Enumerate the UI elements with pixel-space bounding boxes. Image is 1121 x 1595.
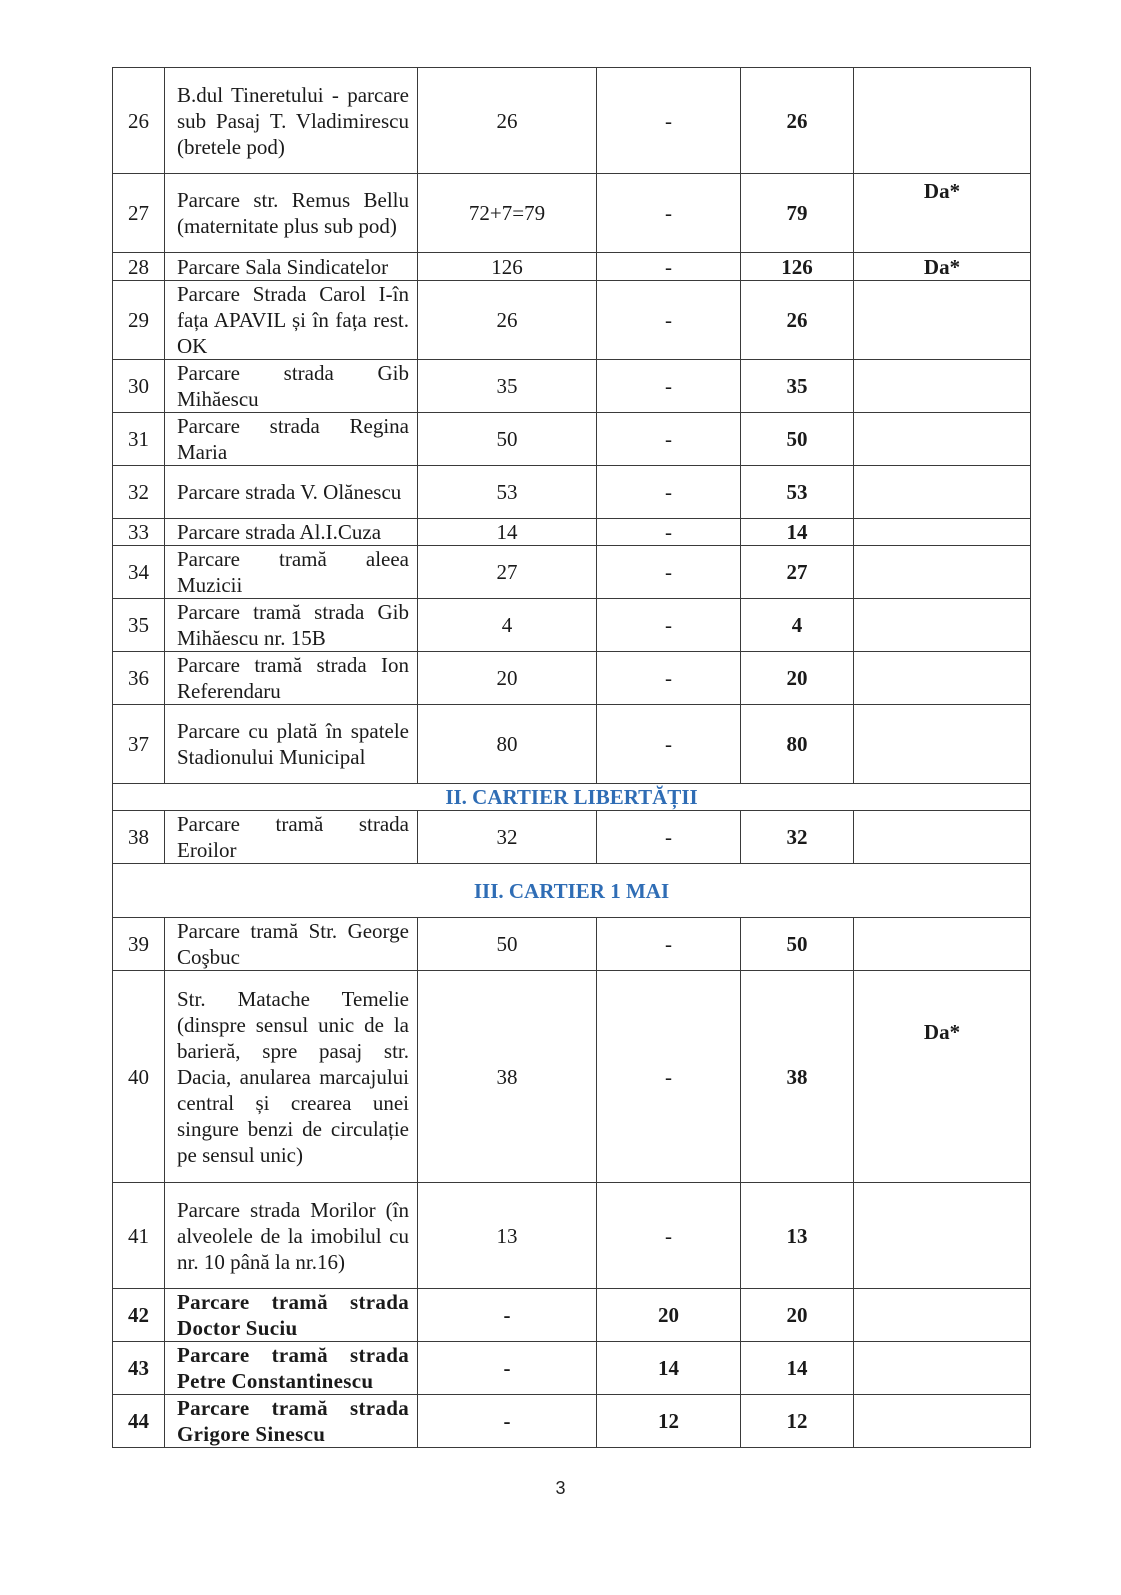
spaces-existing: -: [418, 1289, 597, 1342]
table-row: [113, 599, 1031, 652]
spaces-existing: 35: [418, 360, 597, 413]
location-name: Str. Matache Temelie (dinspre sensul unic de la barieră, spre pasaj str. Dacia, anularea marcajului central și crearea unei singure benzi de circulație pe sensul unic): [165, 971, 418, 1183]
observation: [854, 1395, 1031, 1448]
spaces-existing: 38: [418, 971, 597, 1183]
spaces-total: 27: [741, 546, 854, 599]
observation: [854, 918, 1031, 971]
location-name: Parcare strada Regina Maria: [165, 413, 418, 466]
location-name: Parcare strada Morilor (în alveolele de la imobilul cu nr. 10 până la nr.16): [165, 1183, 418, 1289]
location-name: Parcare Strada Carol I-în fața APAVIL și în fața rest. OK: [165, 281, 418, 360]
spaces-total: 26: [741, 281, 854, 360]
location-name: B.dul Tineretului - parcare sub Pasaj T. Vladimirescu (bretele pod): [165, 68, 418, 174]
row-number: 38: [113, 811, 165, 864]
section-row: [113, 864, 1031, 918]
location-name: Parcare tramă strada Grigore Sinescu: [165, 1395, 418, 1448]
observation: [854, 1183, 1031, 1289]
spaces-total: 38: [741, 971, 854, 1183]
observation: [854, 652, 1031, 705]
observation: Da*: [854, 253, 1031, 281]
spaces-new: -: [597, 68, 741, 174]
observation: [854, 360, 1031, 413]
page-number: 3: [555, 1478, 566, 1498]
observation: [854, 705, 1031, 784]
spaces-new: -: [597, 918, 741, 971]
location-name: Parcare strada V. Olănescu: [165, 466, 418, 519]
section-heading-cartier-1-mai: III. CARTIER 1 MAI: [113, 864, 1031, 918]
spaces-existing: 26: [418, 68, 597, 174]
spaces-total: 126: [741, 253, 854, 281]
spaces-total: 79: [741, 174, 854, 253]
table-row: [113, 971, 1031, 1183]
row-number: 44: [113, 1395, 165, 1448]
spaces-new: -: [597, 360, 741, 413]
location-name: Parcare tramă strada Ion Referendaru: [165, 652, 418, 705]
spaces-existing: 27: [418, 546, 597, 599]
row-number: 40: [113, 971, 165, 1183]
spaces-total: 32: [741, 811, 854, 864]
spaces-new: -: [597, 1183, 741, 1289]
spaces-total: 35: [741, 360, 854, 413]
location-name: Parcare tramă strada Petre Constantinescu: [165, 1342, 418, 1395]
spaces-total: 20: [741, 1289, 854, 1342]
spaces-new: 14: [597, 1342, 741, 1395]
row-number: 39: [113, 918, 165, 971]
row-number: 27: [113, 174, 165, 253]
spaces-total: 12: [741, 1395, 854, 1448]
table-row: [113, 1183, 1031, 1289]
row-number: 42: [113, 1289, 165, 1342]
table-row: [113, 918, 1031, 971]
row-number: 30: [113, 360, 165, 413]
row-number: 35: [113, 599, 165, 652]
observation: Da*: [854, 174, 1031, 253]
table-row: [113, 466, 1031, 519]
spaces-new: 20: [597, 1289, 741, 1342]
spaces-new: -: [597, 599, 741, 652]
spaces-existing: 126: [418, 253, 597, 281]
spaces-existing: 50: [418, 918, 597, 971]
observation: [854, 466, 1031, 519]
spaces-total: 50: [741, 413, 854, 466]
location-name: Parcare cu plată în spatele Stadionului Municipal: [165, 705, 418, 784]
location-name: Parcare tramă Str. George Coşbuc: [165, 918, 418, 971]
spaces-new: -: [597, 546, 741, 599]
row-number: 31: [113, 413, 165, 466]
row-number: 29: [113, 281, 165, 360]
row-number: 32: [113, 466, 165, 519]
spaces-existing: 13: [418, 1183, 597, 1289]
spaces-existing: -: [418, 1342, 597, 1395]
spaces-existing: 14: [418, 519, 597, 546]
table-row: [113, 174, 1031, 253]
spaces-new: -: [597, 705, 741, 784]
spaces-new: -: [597, 811, 741, 864]
spaces-total: 26: [741, 68, 854, 174]
spaces-total: 14: [741, 519, 854, 546]
location-name: Parcare tramă strada Eroilor: [165, 811, 418, 864]
table-row: [113, 1289, 1031, 1342]
spaces-new: 12: [597, 1395, 741, 1448]
table-row: [113, 360, 1031, 413]
spaces-total: 4: [741, 599, 854, 652]
row-number: 33: [113, 519, 165, 546]
table-row: [113, 1395, 1031, 1448]
location-name: Parcare tramă aleea Muzicii: [165, 546, 418, 599]
spaces-total: 53: [741, 466, 854, 519]
parking-table: [112, 67, 1031, 1448]
table-row: [113, 546, 1031, 599]
spaces-new: -: [597, 253, 741, 281]
row-number: 26: [113, 68, 165, 174]
spaces-new: -: [597, 466, 741, 519]
observation: [854, 281, 1031, 360]
section-row: [113, 784, 1031, 811]
observation: [854, 546, 1031, 599]
observation: [854, 68, 1031, 174]
section-heading-cartier-libertatii: II. CARTIER LIBERTĂȚII: [113, 784, 1031, 811]
table-row: [113, 519, 1031, 546]
observation: [854, 811, 1031, 864]
observation: [854, 599, 1031, 652]
table-row: [113, 652, 1031, 705]
row-number: 43: [113, 1342, 165, 1395]
spaces-existing: 32: [418, 811, 597, 864]
location-name: Parcare strada Al.I.Cuza: [165, 519, 418, 546]
spaces-new: -: [597, 413, 741, 466]
row-number: 28: [113, 253, 165, 281]
observation: [854, 1289, 1031, 1342]
location-name: Parcare tramă strada Gib Mihăescu nr. 15B: [165, 599, 418, 652]
table-row: [113, 281, 1031, 360]
spaces-total: 14: [741, 1342, 854, 1395]
table-row: [113, 811, 1031, 864]
row-number: 34: [113, 546, 165, 599]
observation: [854, 519, 1031, 546]
spaces-existing: 72+7=79: [418, 174, 597, 253]
table-row: [113, 68, 1031, 174]
observation: [854, 413, 1031, 466]
spaces-new: -: [597, 281, 741, 360]
spaces-total: 13: [741, 1183, 854, 1289]
spaces-existing: -: [418, 1395, 597, 1448]
row-number: 41: [113, 1183, 165, 1289]
location-name: Parcare str. Remus Bellu (maternitate plus sub pod): [165, 174, 418, 253]
spaces-new: -: [597, 652, 741, 705]
spaces-existing: 80: [418, 705, 597, 784]
spaces-new: -: [597, 519, 741, 546]
table-row: [113, 1342, 1031, 1395]
observation: [854, 1342, 1031, 1395]
spaces-existing: 4: [418, 599, 597, 652]
location-name: Parcare strada Gib Mihăescu: [165, 360, 418, 413]
observation: Da*: [854, 971, 1031, 1183]
spaces-total: 50: [741, 918, 854, 971]
spaces-new: -: [597, 971, 741, 1183]
table-row: [113, 705, 1031, 784]
spaces-existing: 26: [418, 281, 597, 360]
spaces-existing: 53: [418, 466, 597, 519]
spaces-existing: 50: [418, 413, 597, 466]
spaces-total: 20: [741, 652, 854, 705]
row-number: 37: [113, 705, 165, 784]
table-row: [113, 413, 1031, 466]
row-number: 36: [113, 652, 165, 705]
spaces-new: -: [597, 174, 741, 253]
location-name: Parcare tramă strada Doctor Suciu: [165, 1289, 418, 1342]
spaces-total: 80: [741, 705, 854, 784]
spaces-existing: 20: [418, 652, 597, 705]
location-name: Parcare Sala Sindicatelor: [165, 253, 418, 281]
table-row: [113, 253, 1031, 281]
